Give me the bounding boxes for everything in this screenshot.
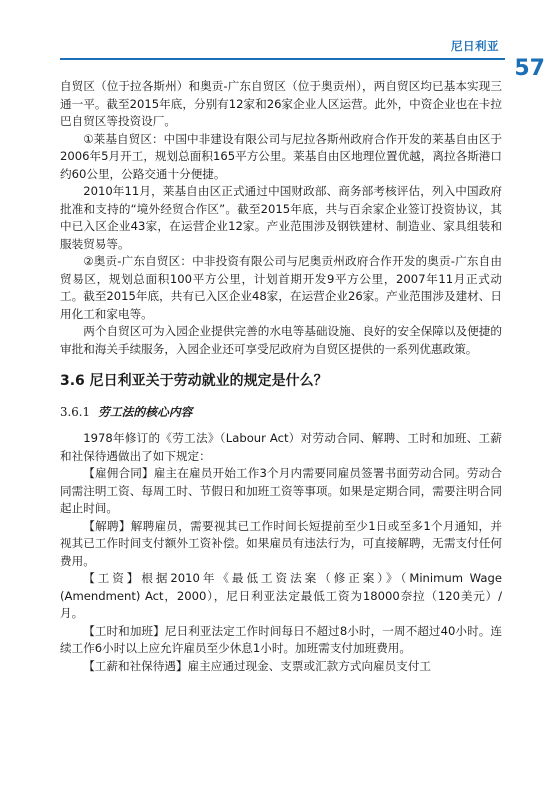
paragraph: 【解聘】解聘雇员，需要视其已工作时间长短提前至少1日或至多1个月通知，并视其已工作时间支付额外工资补偿。如果雇员有违法行为，可直接解聘，无需支付任何费用。 — [60, 518, 502, 568]
subsection-title — [60, 404, 502, 420]
paragraph: 【工薪和社保待遇】雇主应通过现金、支票或汇款方式向雇员支付工 — [83, 658, 432, 673]
paragraph: ②奥贡-广东自贸区：中非投资有限公司与尼奥贡州政府合作开发的奥贡-广东自由贸易区，规划总面积100平方公里，计划首期开发9平方公里，2007年11月正式动工。截至2015年底，共有已入区企业48家，在运营企业26家。产业范围涉及建材、日用化工和家电等。 — [60, 254, 502, 321]
section-title: 3.6 尼日利亚关于劳动就业的规定是什么？ — [60, 373, 328, 389]
paragraph: 2010年11月，莱基自由区正式通过中国财政部、商务部考核评估，列入中国政府批准和支持的“境外经贸合作区”。截至2015年底，共与百余家企业签订投资协议，其中已入区企业43家，在运营企业12家。产业范围涉及钢铁建材、制造业、家具组装和服装贸易等。 — [60, 184, 502, 251]
header-rule — [60, 58, 505, 60]
header-country-label: 尼日利亚 — [451, 39, 499, 53]
paragraph: 【工资】根据2010年《最低工资法案（修正案）》（Minimum Wage (Amendment) Act，2000），尼日利亚法定最低工资为18000奈拉（120美元）/月。 — [60, 571, 502, 620]
paragraph: ①莱基自贸区：中国中非建设有限公司与尼拉各斯州政府合作开发的莱基自由区于2006年5月开工，规划总面积165平方公里。莱基自由区地理位置优越，离拉各斯港口约60公里，公路交通十分便捷。 — [60, 131, 502, 181]
paragraph: 【工时和加班】尼日利亚法定工作时间每日不超过8小时，一周不超过40小时。连续工作6小时以上应允许雇员至少休息1小时。加班需支付加班费用。 — [60, 623, 502, 655]
page-content — [60, 78, 502, 675]
paragraph: 自贸区（位于拉各斯州）和奥贡-广东自贸区（位于奥贡州），两自贸区均已基本实现三通一平。截至2015年底，分别有12家和26家企业人区运营。此外，中资企业也在卡拉巴自贸区等投资设厂。 — [60, 79, 502, 128]
paragraph: 【雇佣合同】雇主在雇员开始工作3个月内需要同雇员签署书面劳动合同。劳动合同需注明工资、每周工时、节假日和加班工资等事项。如果是定期合同，需要注明合同起止时间。 — [60, 466, 502, 515]
paragraph: 两个自贸区可为入园企业提供完善的水电等基础设施、良好的安全保障以及便捷的审批和海关手续服务，入园企业还可享受尼政府为自贸区提供的一系列优惠政策。 — [60, 324, 502, 356]
paragraph: 1978年修订的《劳工法》（Labour Act）对劳动合同、解聘、工时和加班、工薪和社保待遇做出了如下规定： — [60, 431, 502, 463]
subsection-text: 劳工法的核心内容 — [98, 405, 193, 419]
subsection-number: 3.6.1 — [60, 405, 91, 419]
page-number: 57 — [514, 56, 545, 81]
